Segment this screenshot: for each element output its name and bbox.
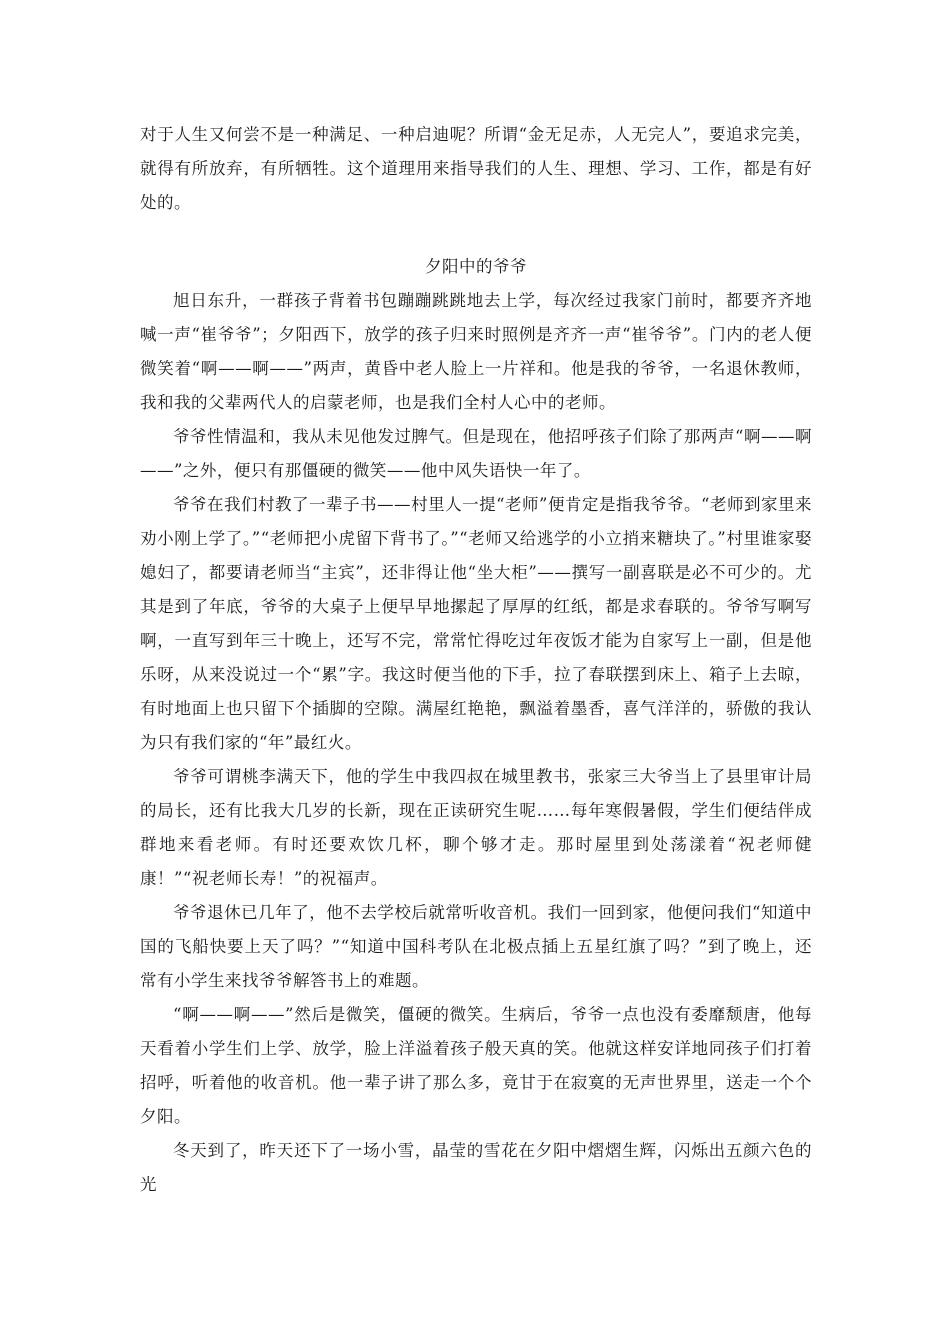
article-title: 夕阳中的爷爷 xyxy=(425,257,527,276)
body-paragraph-5: 爷爷退休已几年了，他不去学校后就常听收音机。我们一回到家，他便问我们“知道中国的飞船快要上天了吗？”“知道中国科考队在北极点插上五星红旗了吗？”到了晚上，还常有小学生来找爷爷解答书上的难题。 xyxy=(140,903,812,990)
body-paragraph-2: 爷爷性情温和，我从未见他发过脾气。但是现在，他招呼孩子们除了那两声“啊——啊——”之外，便只有那僵硬的微笑——他中风失语快一年了。 xyxy=(140,427,812,480)
body-paragraph-1: 旭日东升，一群孩子背着书包蹦蹦跳跳地去上学，每次经过我家门前时，都要齐齐地喊一声“崔爷爷”；夕阳西下，放学的孩子归来时照例是齐齐一声“崔爷爷”。门内的老人便微笑着“啊——啊——”两声，黄昏中老人脸上一片祥和。他是我的爷爷，一名退休教师，我和我的父辈两代人的启蒙老师，也是我们全村人心中的老师。 xyxy=(140,291,812,412)
body-paragraph-4: 爷爷可谓桃李满天下，他的学生中我四叔在城里教书，张家三大爷当上了县里审计局的局长，还有比我大几岁的长新，现在正读研究生呢……每年寒假暑假，学生们便结伴成群地来看老师。有时还要欢饮几杯，聊个够才走。那时屋里到处荡漾着“祝老师健康！”“祝老师长寿！”的祝福声。 xyxy=(140,767,812,888)
intro-paragraph: 对于人生又何尝不是一种满足、一种启迪呢？所谓“金无足赤，人无完人”，要追求完美，就得有所放弃，有所牺牲。这个道理用来指导我们的人生、理想、学习、工作，都是有好处的。 xyxy=(140,125,812,212)
document-page xyxy=(140,118,812,1202)
body-paragraph-6: “啊——啊——”然后是微笑，僵硬的微笑。生病后，爷爷一点也没有委靡颓唐，他每天看着小学生们上学、放学，脸上洋溢着孩子般天真的笑。他就这样安详地同孩子们打着招呼，听着他的收音机。他一辈子讲了那么多，竟甘于在寂寞的无声世界里，送走一个个夕阳。 xyxy=(140,1005,812,1126)
body-paragraph-3: 爷爷在我们村教了一辈子书——村里人一提“老师”便肯定是指我爷爷。“老师到家里来劝小刚上学了。”“老师把小虎留下背书了。”“老师又给逃学的小立捎来糖块了。”村里谁家娶媳妇了，都要请老师当“主宾”，还非得让他“坐大柜”——撰写一副喜联是必不可少的。尤其是到了年底，爷爷的大桌子上便早早地摞起了厚厚的红纸，都是求春联的。爷爷写啊写啊，一直写到年三十晚上，还写不完，常常忙得吃过年夜饭才能为自家写上一副，但是他乐呀，从来没说过一个“累”字。我这时便当他的下手，拉了春联摆到床上、箱子上去晾，有时地面上也只留下个插脚的空隙。满屋红艳艳，飘溢着墨香，喜气洋洋的，骄傲的我认为只有我们家的“年”最红火。 xyxy=(140,495,812,752)
section-spacer xyxy=(140,220,812,250)
body-paragraph-7: 冬天到了，昨天还下了一场小雪，晶莹的雪花在夕阳中熠熠生辉，闪烁出五颜六色的光 xyxy=(140,1141,812,1194)
